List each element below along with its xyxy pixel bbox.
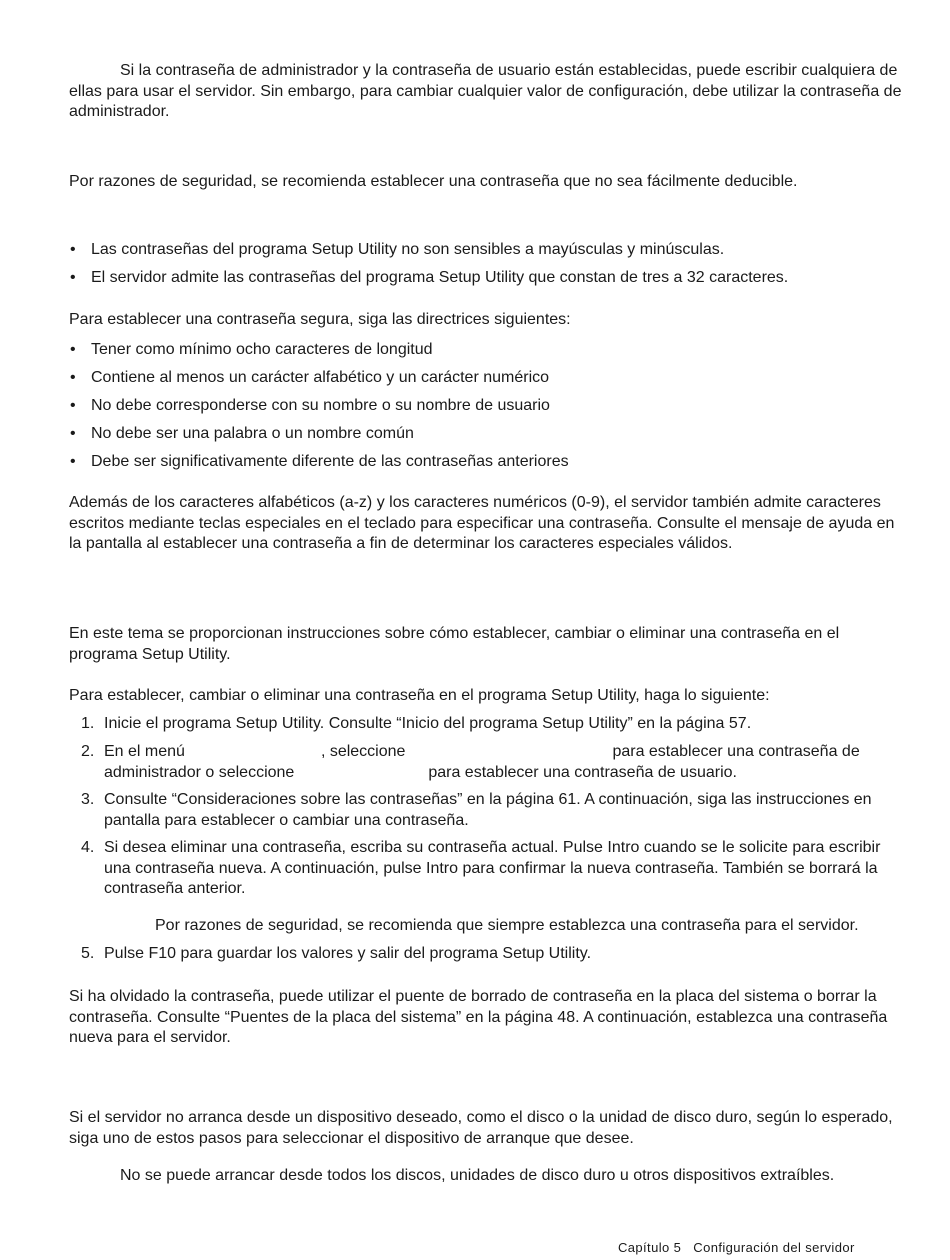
- footer-title: Configuración del servidor: [693, 1240, 855, 1255]
- step-4: 4. Si desea eliminar una contraseña, escriba su contraseña actual. Pulse Intro cuando se le solicite para escribir una contraseña nueva. A continuación, pulse Intro para confirmar la nueva contraseña. También se borrará la contraseña anterior.: [81, 839, 881, 897]
- list-item: • Tener como mínimo ocho caracteres de longitud: [69, 340, 909, 368]
- intro-paragraph: Si la contraseña de administrador y la contraseña de usuario están establecidas, puede escribir cualquiera de ellas para usar el servidor. Sin embargo, para cambiar cualquier valor de configuración, debe utilizar la contraseña de administrador.: [69, 62, 902, 120]
- step-5: 5. Pulse F10 para guardar los valores y salir del programa Setup Utility.: [81, 945, 592, 962]
- forgot-paragraph: Si ha olvidado la contraseña, puede utilizar el puente de borrado de contraseña en la placa del sistema o borrar la contraseña. Consulte “Puentes de la placa del sistema” en la página 48. A continuación, establezca una contraseña nueva para el servidor.: [69, 988, 888, 1046]
- footer-chapter: Capítulo 5: [618, 1240, 682, 1255]
- list-item: • Contiene al menos un carácter alfabético y un carácter numérico: [69, 368, 909, 396]
- topic-paragraph: En este tema se proporcionan instrucciones sobre cómo establecer, cambiar o eliminar una contraseña en el programa Setup Utility.: [69, 625, 840, 663]
- guidelines-list: [69, 340, 909, 480]
- list-item: • No debe ser una palabra o un nombre común: [69, 424, 909, 452]
- step-3: 3. Consulte “Consideraciones sobre las contraseñas” en la página 61. A continuación, siga las instrucciones en pantalla para establecer o cambiar una contraseña.: [81, 791, 872, 829]
- steps-list: [69, 714, 904, 972]
- list-item: • El servidor admite las contraseñas del programa Setup Utility que constan de tres a 32 caracteres.: [69, 268, 909, 296]
- boot-note: No se puede arrancar desde todos los discos, unidades de disco duro u otros dispositivos extraíbles.: [120, 1167, 835, 1184]
- security-note: Por razones de seguridad, se recomienda establecer una contraseña que no sea fácilmente deducible.: [69, 173, 798, 190]
- guidelines-intro: Para establecer una contraseña segura, siga las directrices siguientes:: [69, 311, 571, 328]
- list-item: • Debe ser significativamente diferente de las contraseñas anteriores: [69, 452, 909, 480]
- step-1: 1. Inicie el programa Setup Utility. Consulte “Inicio del programa Setup Utility” en la página 57.: [81, 715, 752, 732]
- steps-intro: Para establecer, cambiar o eliminar una contraseña en el programa Setup Utility, haga lo siguiente:: [69, 687, 770, 704]
- step-4-note: Por razones de seguridad, se recomienda que siempre establezca una contraseña para el servidor.: [155, 917, 859, 934]
- list-item: • No debe corresponderse con su nombre o su nombre de usuario: [69, 396, 909, 424]
- page-footer: [618, 1238, 863, 1259]
- password-facts-list: [69, 240, 909, 296]
- special-chars-paragraph: Además de los caracteres alfabéticos (a-z) y los caracteres numéricos (0-9), el servidor también admite caracteres escritos mediante teclas especiales en el teclado para especificar una contraseña. Consulte el mensaje de ayuda en la pantalla al establecer una contraseña a fin de determinar los caracteres especiales válidos.: [69, 494, 895, 552]
- list-item: • Las contraseñas del programa Setup Utility no son sensibles a mayúsculas y minúsculas.: [69, 240, 909, 268]
- boot-paragraph: Si el servidor no arranca desde un dispositivo deseado, como el disco o la unidad de disco duro, según lo esperado, siga uno de estos pasos para seleccionar el dispositivo de arranque que desee.: [69, 1109, 893, 1147]
- step-2: 2. En el menú , seleccione para establecer una contraseña de administrador o seleccione para establecer una contraseña de usuario.: [81, 743, 860, 781]
